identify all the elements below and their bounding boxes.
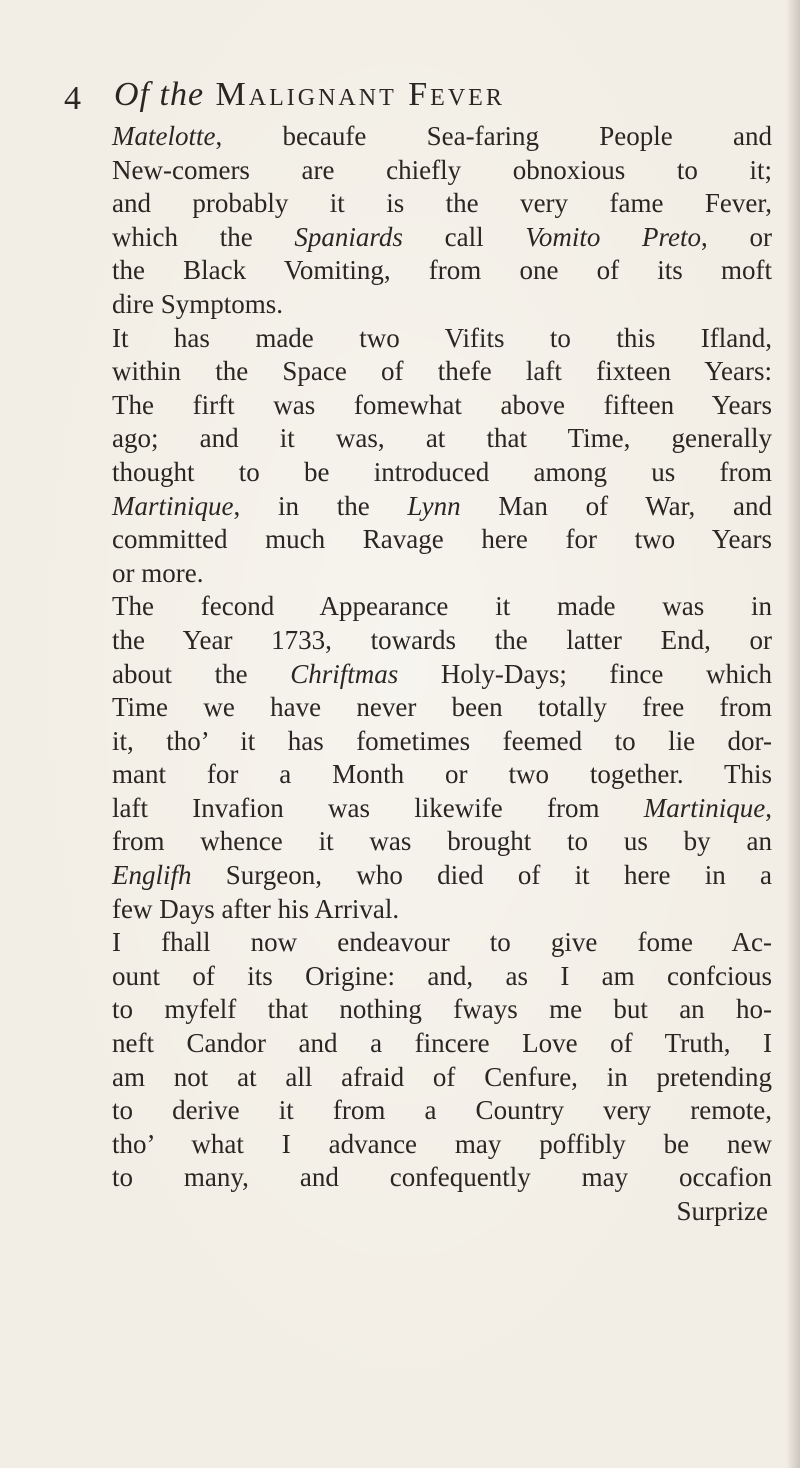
- text-run: Man of War, and: [460, 490, 772, 521]
- italic-text: Martinique: [643, 792, 766, 823]
- text-run: within the Space of thefe laft fixteen Years:: [112, 356, 772, 387]
- text-line: [112, 725, 772, 759]
- text-line: [112, 1161, 772, 1195]
- text-run: ago; and it was, at that Time, generally: [112, 423, 772, 454]
- text-line: [112, 288, 772, 322]
- text-line: [112, 993, 772, 1027]
- text-run: laft Invafion was likewife from: [112, 792, 644, 823]
- text-line: [112, 1061, 772, 1095]
- text-line: [112, 355, 772, 389]
- text-line: [112, 1128, 772, 1162]
- text-run: the Black Vomiting, from one of its moft: [112, 255, 772, 286]
- text-run: and probably it is the very fame Fever,: [112, 188, 772, 219]
- italic-text: Englifh: [112, 860, 192, 891]
- text-run: Holy-Days; fince which: [398, 658, 772, 689]
- running-head-title: [114, 76, 505, 114]
- italic-text: Martinique: [112, 490, 234, 521]
- text-line: [112, 1027, 772, 1061]
- running-head-italic: Of the: [114, 76, 205, 113]
- text-line: [112, 187, 772, 221]
- text-line: [112, 758, 772, 792]
- text-line: [112, 523, 772, 557]
- text-line: [112, 557, 772, 591]
- text-run: about the: [112, 658, 291, 689]
- text-run: from whence it was brought to us by an: [112, 826, 772, 857]
- running-head-caps: Malignant Fever: [215, 76, 505, 113]
- text-run: Surprize: [676, 1196, 768, 1226]
- text-run: Surgeon, who died of it here in a: [191, 860, 772, 891]
- text-line: [112, 691, 772, 725]
- text-line: [112, 1195, 772, 1229]
- text-run: or more.: [112, 557, 204, 588]
- text-run: , in the: [233, 490, 408, 521]
- text-line: [112, 926, 772, 960]
- text-run: The firft was fomewhat above fifteen Years: [112, 389, 772, 420]
- text-run: mant for a Month or two together. This: [112, 759, 772, 790]
- text-run: tho’ what I advance may poffibly be new: [112, 1128, 772, 1159]
- text-line: [112, 859, 772, 893]
- text-run: few Days after his Arrival.: [112, 893, 400, 924]
- text-line: [112, 322, 772, 356]
- text-line: [112, 389, 772, 423]
- text-run: Time we have never been totally free from: [112, 692, 772, 723]
- text-run: New-comers are chiefly obnoxious to it;: [112, 154, 772, 185]
- text-run: , or: [701, 221, 772, 252]
- text-line: [112, 154, 772, 188]
- text-run: the Year 1733, towards the latter End, or: [112, 624, 772, 655]
- page-number: 4: [64, 80, 82, 117]
- text-line: [112, 792, 772, 826]
- text-line: [112, 422, 772, 456]
- text-run: I fhall now endeavour to give fome Ac-: [112, 927, 772, 958]
- text-line: [112, 490, 772, 524]
- page-edge-shadow: [786, 0, 800, 1468]
- italic-text: Chriftmas: [290, 658, 399, 689]
- italic-text: Matelotte: [112, 121, 216, 151]
- text-run: which the: [112, 221, 295, 252]
- text-run: It has made two Vifits to this Ifland,: [112, 322, 772, 353]
- italic-text: Vomito Preto: [525, 221, 702, 252]
- text-run: to many, and confequently may occafion: [112, 1162, 772, 1193]
- text-run: , becaufe Sea-faring People and: [215, 121, 772, 151]
- body-text: [112, 120, 772, 1229]
- text-line: [112, 1094, 772, 1128]
- italic-text: Spaniards: [294, 221, 403, 252]
- text-run: am not at all afraid of Cenfure, in pretending: [112, 1061, 772, 1092]
- text-line: [112, 825, 772, 859]
- text-line: [112, 624, 772, 658]
- text-run: neft Candor and a fincere Love of Truth, I: [112, 1028, 772, 1059]
- text-run: ount of its Origine: and, as I am confcious: [112, 960, 772, 991]
- text-line: [112, 254, 772, 288]
- text-run: dire Symptoms.: [112, 288, 284, 319]
- text-line: [112, 893, 772, 927]
- text-run: call: [402, 221, 526, 252]
- text-run: to derive it from a Country very remote,: [112, 1095, 772, 1126]
- text-line: [112, 456, 772, 490]
- text-run: it, tho’ it has fometimes feemed to lie dor-: [112, 725, 772, 756]
- running-head: [64, 70, 744, 120]
- text-run: thought to be introduced among us from: [112, 456, 772, 487]
- text-run: committed much Ravage here for two Years: [112, 524, 772, 555]
- text-line: [112, 590, 772, 624]
- italic-text: Lynn: [407, 490, 461, 521]
- text-run: to myfelf that nothing fways me but an ho-: [112, 994, 772, 1025]
- text-line: [112, 960, 772, 994]
- text-line: [112, 221, 772, 255]
- text-line: [112, 658, 772, 692]
- text-run: The fecond Appearance it made was in: [112, 591, 772, 622]
- text-run: ,: [765, 792, 772, 823]
- text-line: [112, 120, 772, 154]
